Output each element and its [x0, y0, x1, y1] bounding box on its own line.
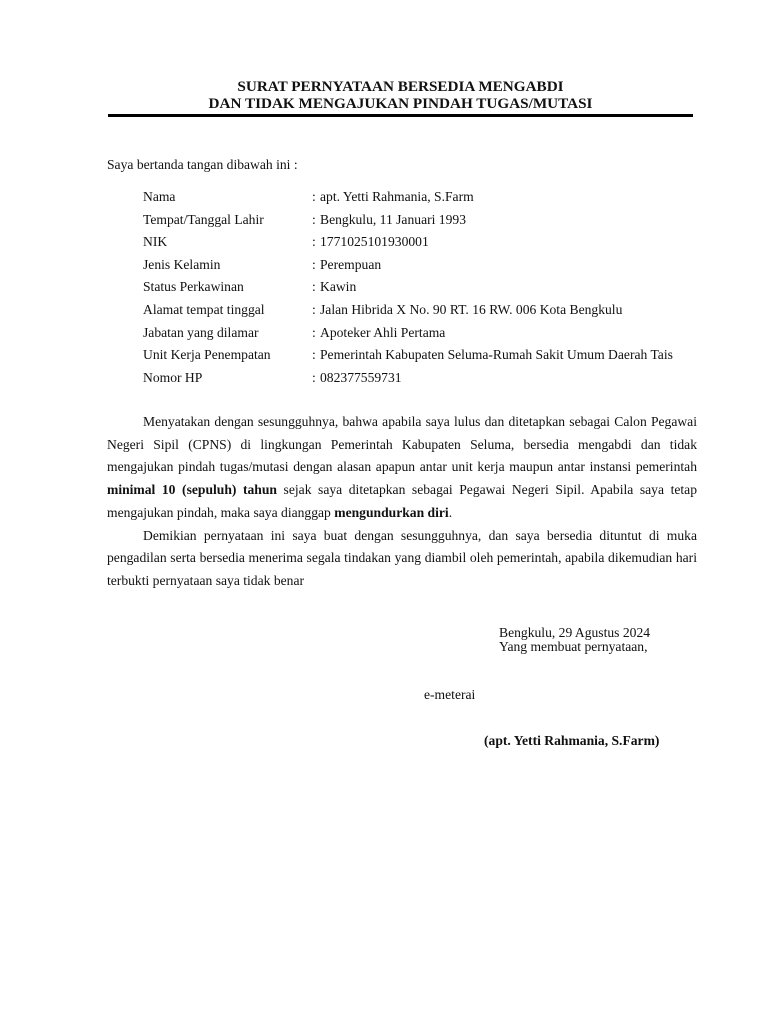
field-value: 082377559731 — [320, 369, 402, 385]
field-label: Jabatan yang dilamar — [143, 324, 259, 340]
field-label: NIK — [143, 234, 168, 250]
field-label: Tempat/Tanggal Lahir — [143, 211, 264, 227]
field-value: 1771025101930001 — [320, 234, 429, 250]
field-colon: : — [312, 324, 316, 340]
field-colon: : — [312, 369, 316, 385]
field-colon: : — [312, 279, 316, 295]
statement-paragraph-2: Demikian pernyataan ini saya buat dengan sesungguhnya, dan saya bersedia dituntut di muka pengadilan serta bersedia menerima segala tindakan yang diambil oleh pemerintah, apabila dikemudian hari terbukti pernyataan saya tidak benar — [107, 527, 697, 588]
field-colon: : — [312, 189, 316, 204]
place-date: Bengkulu, 29 Agustus 2024 — [499, 625, 651, 640]
field-row-jenis-kelamin — [143, 254, 697, 277]
signer-line: Yang membuat pernyataan, — [499, 639, 648, 654]
field-value: Perempuan — [320, 256, 382, 272]
signature-block — [499, 626, 650, 654]
document-title — [108, 78, 693, 112]
paragraph-text: . — [448, 504, 453, 520]
field-row-nomor-hp — [143, 367, 697, 390]
field-label: Status Perkawinan — [143, 279, 244, 295]
field-row-status-perkawinan — [143, 276, 697, 299]
paragraph-text: sejak saya ditetapkan sebagai Pegawai Negeri Sipil. Apabila saya tetap mengajukan pindah, maka saya dianggap — [107, 482, 697, 520]
e-meterai-placeholder: e-meterai — [424, 687, 476, 702]
field-row-nama — [143, 186, 697, 209]
field-value: Pemerintah Kabupaten Seluma-Rumah Sakit Umum Daerah Tais — [320, 347, 673, 363]
signer-name: (apt. Yetti Rahmania, S.Farm) — [484, 733, 660, 748]
field-label: Nama — [143, 189, 176, 204]
field-row-tempat-tanggal-lahir — [143, 209, 697, 232]
title-line-2: DAN TIDAK MENGAJUKAN PINDAH TUGAS/MUTASI — [208, 95, 593, 112]
field-value: Kawin — [320, 279, 357, 295]
statement-body — [107, 411, 697, 593]
identity-fields — [143, 186, 697, 389]
field-colon: : — [312, 301, 316, 317]
field-value: apt. Yetti Rahmania, S.Farm — [320, 189, 474, 204]
field-value: Bengkulu, 11 Januari 1993 — [320, 211, 466, 227]
field-row-jabatan — [143, 322, 697, 345]
field-row-unit-kerja — [143, 344, 697, 367]
title-line-1: SURAT PERNYATAAN BERSEDIA MENGABDI — [237, 78, 564, 95]
field-row-nik — [143, 231, 697, 254]
field-colon: : — [312, 256, 316, 272]
field-row-alamat — [143, 299, 697, 322]
field-colon: : — [312, 211, 316, 227]
field-label: Alamat tempat tinggal — [143, 301, 265, 317]
title-underline — [108, 114, 693, 117]
field-colon: : — [312, 234, 316, 250]
field-value: Apoteker Ahli Pertama — [320, 324, 446, 340]
statement-paragraph-1 — [107, 411, 697, 525]
field-label: Nomor HP — [143, 369, 203, 385]
field-value: Jalan Hibrida X No. 90 RT. 16 RW. 006 Kota Bengkulu — [320, 301, 623, 317]
paragraph-text: Menyatakan dengan sesungguhnya, bahwa apabila saya lulus dan ditetapkan sebagai Calon Pegawai Negeri Sipil (CPNS) di lingkungan Pemerintah Kabupaten Seluma, bersedia mengabdi dan tidak mengajukan pindah tugas/mutasi dengan alasan apapun antar unit kerja maupun antar instansi pemerintah — [107, 414, 697, 475]
paragraph-bold-text: minimal 10 (sepuluh) tahun — [107, 482, 277, 498]
field-colon: : — [312, 347, 316, 363]
paragraph-bold-text: mengundurkan diri — [334, 504, 449, 520]
field-label: Jenis Kelamin — [143, 256, 221, 272]
intro-text: Saya bertanda tangan dibawah ini : — [107, 157, 298, 172]
field-label: Unit Kerja Penempatan — [143, 347, 271, 363]
